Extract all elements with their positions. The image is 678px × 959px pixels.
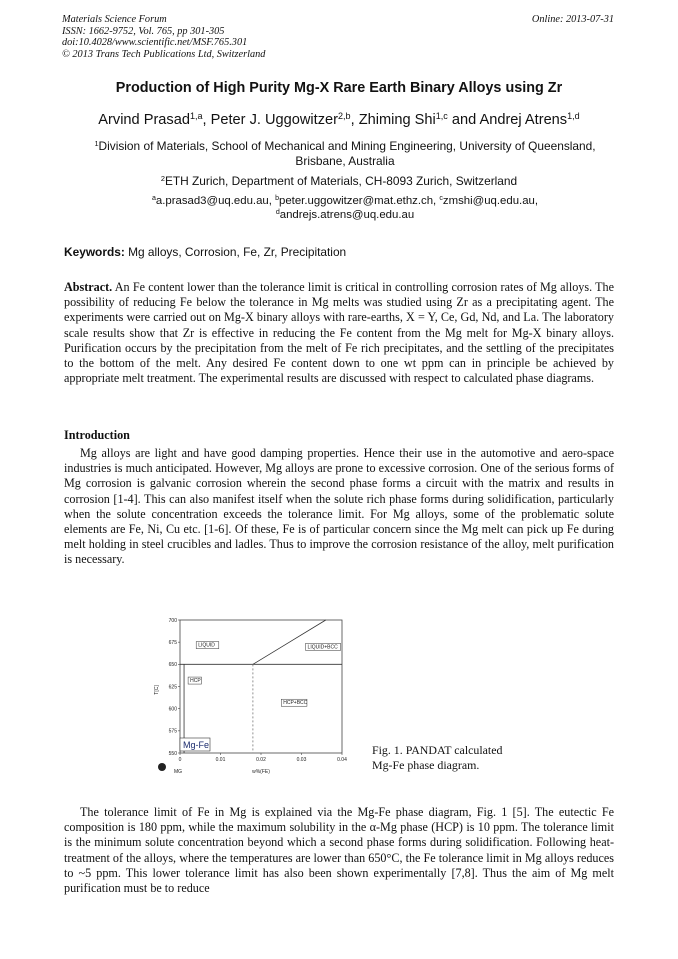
tolerance-text: -Mg phase (HCP) is 10 ppm. The tolerance limit is the minimum solute concentration beyond which a second phase forms during solidification. Following heat-treatment of the alloys, where the temperatures are lower than 650°C, the Fe tolerance limit in Mg alloys reduces to ~5 ppm. This lower tolerance limit has also been shown experimentally [7,8]. Thus the aim of Mg melt purification must be to reduce: [64, 820, 614, 896]
author-affiliation-sup: 1,a: [189, 111, 203, 122]
plot-frame: [180, 620, 342, 753]
region-label: LIQUID+BCC: [307, 644, 338, 651]
origin-label: MG: [174, 769, 183, 775]
abstract-text: An Fe content lower than the tolerance limit is critical in controlling corrosion rates of Mg alloys. The possibility of reducing Fe below the tolerance in Mg melts was studied using Zr as a precipitating agent. The experiments were carried out on Mg-X binary alloys with rare-earths, X = Y, Ce, Gd, Nd, and La. The laboratory scale results show that Zr is effective in reducing the Fe content from the Mg melt for Mg-X binary alloys. Purification occurs by the precipitation from the melt of Fe rich precipitates, and the settling of the precipitates to the bottom of the melt. Any desired Fe content down to one wt ppm can in principle be achieved by appropriate melt treatment. The experimental results are discussed with respect to calculated phase diagrams.: [64, 280, 614, 386]
affiliation-sup: 2: [160, 173, 165, 183]
affiliation-text: ETH Zurich, Department of Materials, CH-8093 Zurich, Switzerland: [164, 174, 518, 188]
author-name: Arvind Prasad: [98, 112, 190, 128]
author-name: Zhiming Shi: [358, 112, 436, 128]
introduction-paragraph: Mg alloys are light and have good damping properties. Hence their use in the automotive and aero-space industries is much anticipated. However, Mg alloys are prone to excessive corrosion. One of the serious forms of Mg corrosion is galvanic corrosion wherein the second phase forms a circuit with the matrix and results in corrosion [1-4]. This can also manifest itself when the solute rich phase forms during solidification, particularly when the solute concentration exceeds the tolerance limit. For Mg alloys, some of the problematic solute elements are Fe, Ni, Cu etc. [1-6]. Of these, Fe is of particular concern since the Mg melt can pick up Fe during melt holding in steel crucibles and ladles. Thus to improve the corrosion resistance of the alloy, melt purification is necessary.: [64, 446, 614, 567]
x-axis-label: w%(FE): [252, 769, 270, 775]
journal-copyright: © 2013 Trans Tech Publications Ltd, Switzerland: [62, 48, 266, 60]
abstract-label: Abstract.: [64, 280, 113, 294]
paper-title: Production of High Purity Mg-X Rare Earth Binary Alloys using Zr: [115, 80, 563, 96]
abstract: [64, 280, 614, 386]
email-sup: a: [151, 195, 156, 203]
keywords-label: Keywords:: [64, 245, 125, 259]
figure-caption-line: Mg-Fe phase diagram.: [372, 758, 480, 772]
author-affiliation-sup: 1,c: [435, 111, 448, 122]
section-heading-introduction: Introduction: [64, 428, 130, 442]
y-axis-ticks: [169, 618, 180, 757]
y-axis-label: T[C]: [154, 685, 160, 695]
affiliation-2: [0, 174, 678, 188]
x-tick-label: 0: [178, 757, 182, 763]
x-axis-ticks: [179, 753, 347, 763]
email-sup: c: [439, 195, 443, 203]
y-tick-label: 575: [168, 728, 177, 735]
email-sup: b: [275, 195, 280, 203]
chart-title: Mg-Fe: [183, 740, 210, 750]
x-tick-label: 0.01: [215, 757, 226, 763]
affiliation-text: Division of Materials, School of Mechanical and Mining Engineering, University of Queensland, Brisbane, Australia: [98, 139, 596, 168]
author-affiliation-sup: 1,d: [567, 111, 580, 122]
author-emails: [80, 195, 610, 222]
author-affiliation-sup: 2,b: [338, 111, 351, 122]
affiliation-1: [80, 139, 610, 168]
email-sup: d: [275, 208, 280, 216]
email-link[interactable]: andrejs.atrens@uq.edu.au: [279, 208, 415, 221]
y-tick-label: 625: [168, 684, 177, 691]
x-tick-label: 0.02: [256, 757, 266, 763]
y-tick-label: 675: [168, 639, 177, 646]
region-label: HCP: [190, 678, 201, 685]
online-date: Online: 2013-07-31: [531, 14, 614, 25]
email-link[interactable]: peter.uggowitzer@mat.ethz.ch,: [279, 195, 440, 207]
y-tick-label: 700: [168, 617, 177, 624]
author-separator: and: [447, 112, 480, 128]
author-list: [0, 112, 678, 128]
journal-doi[interactable]: doi:10.4028/www.scientific.net/MSF.765.301: [62, 37, 248, 48]
email-link[interactable]: zmshi@uq.edu.au,: [442, 195, 539, 207]
phase-diagram-chart: [150, 610, 362, 778]
affiliation-sup: 1: [94, 138, 99, 148]
journal-header: [62, 14, 265, 60]
keywords: [64, 245, 346, 259]
author-name: Peter J. Uggowitzer: [210, 112, 338, 128]
x-tick-label: 0.04: [337, 757, 347, 763]
y-tick-label: 600: [168, 706, 177, 713]
figure-1: [150, 610, 362, 778]
author-separator: ,: [350, 112, 359, 128]
figure-caption-line: Fig. 1. PANDAT calculated: [372, 743, 503, 757]
tolerance-paragraph: [64, 805, 614, 896]
figure-caption: [372, 743, 572, 773]
y-tick-label: 550: [168, 750, 177, 757]
author-separator: ,: [202, 112, 211, 128]
journal-issn: ISSN: 1662-9752, Vol. 765, pp 301-305: [62, 25, 225, 37]
keywords-text: Mg alloys, Corrosion, Fe, Zr, Precipitation: [124, 245, 347, 259]
email-link[interactable]: a.prasad3@uq.edu.au,: [155, 195, 276, 207]
tolerance-text: The tolerance limit of Fe in Mg is explained via the Mg-Fe phase diagram, Fig. 1 [5]. The eutectic Fe composition is 180 ppm, while the maximum solubility in the: [64, 805, 614, 835]
y-tick-label: 650: [168, 662, 177, 669]
author-name: Andrej Atrens: [479, 112, 568, 128]
region-label: LIQUID: [198, 642, 215, 649]
alpha-symbol: α: [369, 820, 377, 835]
x-tick-label: 0.03: [296, 757, 307, 763]
journal-name: Materials Science Forum: [62, 14, 167, 25]
region-label: HCP+BCC: [283, 700, 308, 707]
software-logo-icon: [158, 763, 166, 771]
